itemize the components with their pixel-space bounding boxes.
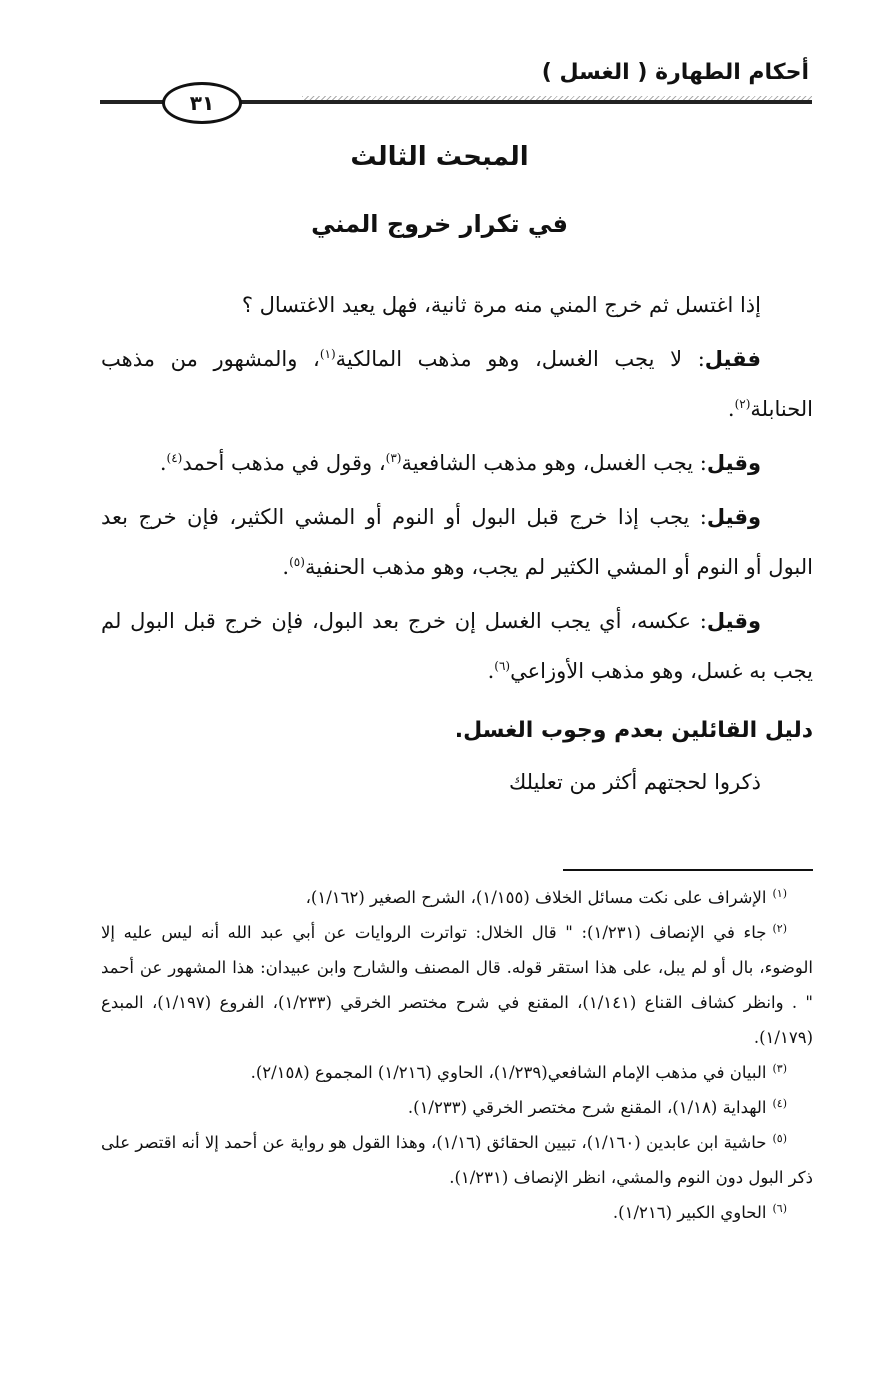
footnote-text: الهداية (١/١٨)، المقنع شرح مختصر الخرقي (١/٢٣٣). [407,1098,767,1117]
footnote-number: (٣) [772,1061,787,1075]
footnote-text: جاء في الإنصاف (١/٢٣١): " قال الخلال: تواترت الروايات عن أبي عبد الله أنه ليس عليه إلا الوضوء، بال أو لم يبل، على هذا استقر قوله. قال المصنف والشارح وابن عبيدان: هذا المشهور عن أحمد " . وانظر كشاف القناع (١/١٤١)، المقنع في شرح مختصر الخرقي (١/٢٣٣)، الفروع (١/١٩٧)، المبدع (١/١٧٩). [101,923,813,1047]
footnote-ref[interactable]: (٣) [385,451,402,465]
opinion-text: : عكسه، أي يجب الغسل إن خرج بعد البول، فإن خرج قبل البول لم يجب به غسل، وهو مذهب الأوزاعي [101,609,813,683]
opinion-term: وقيل [706,451,761,475]
footnote-4 [101,1090,813,1125]
footnote-number: (٤) [772,1096,787,1110]
opinion-term: وقيل [706,505,761,529]
question-paragraph [101,280,813,330]
running-header-title: أحكام الطهارة ( الغسل ) [541,60,809,85]
section-heading: المبحث الثالث [350,142,529,172]
opinion-paragraph-2 [101,438,813,488]
punctuation: . [727,397,735,421]
footnote-number: (١) [772,886,787,900]
footnote-number: (٦) [772,1201,787,1215]
footnote-ref[interactable]: (٤) [166,451,183,465]
footnotes [101,880,813,1230]
punctuation: . [487,659,495,683]
footnote-2 [101,915,813,1055]
footnote-text: الإشراف على نكت مسائل الخلاف (١/١٥٥)، الشرح الصغير (١/١٦٢)، [305,888,767,907]
footnote-text: الحاوي الكبير (١/٢١٦). [612,1203,767,1222]
opinion-text: ، وقول في مذهب أحمد [182,451,386,475]
opinion-paragraph-4 [101,596,813,696]
footnote-3 [101,1055,813,1090]
footnote-ref[interactable]: (٦) [494,659,511,673]
footnote-ref[interactable]: (٢) [734,397,751,411]
footnote-text: البيان في مذهب الإمام الشافعي(١/٢٣٩)، الحاوي (١/٢١٦) المجموع (٢/١٥٨). [250,1063,767,1082]
opinion-text: : يجب إذا خرج قبل البول أو النوم أو المشي الكثير، فإن خرج بعد البول أو النوم أو المشي الكثير لم يجب، وهو مذهب الحنفية [101,505,813,579]
footnote-number: (٢) [772,921,787,935]
footnote-separator [563,869,813,871]
opinion-paragraph-3 [101,492,813,592]
evidence-heading: دليل القائلين بعدم وجوب الغسل. [454,718,813,743]
opinion-paragraph-1 [101,334,813,434]
page-number: ٣١ [162,82,242,124]
footnote-text: حاشية ابن عابدين (١/١٦٠)، تبيين الحقائق (١/١٦)، وهذا القول هو رواية عن أحمد إلا أنه اقتصر على ذكر البول دون النوم والمشي، انظر الإنصاف (١/٢٣١). [101,1133,813,1187]
section-subtitle: في تكرار خروج المني [311,210,568,238]
footnote-ref[interactable]: (١) [319,347,336,361]
footnote-1 [101,880,813,915]
evidence-text: ذكروا لحجتهم أكثر من تعليلك [508,770,761,794]
footnote-number: (٥) [772,1131,787,1145]
punctuation: . [159,451,167,475]
opinion-term: وقيل [706,609,761,633]
footnote-ref[interactable]: (٥) [289,555,305,569]
footnote-6 [101,1195,813,1230]
question-text: إذا اغتسل ثم خرج المني منه مرة ثانية، فهل يعيد الاغتسال ؟ [241,293,761,317]
opinion-text: ، والمشهور من مذهب الحنابلة [101,347,813,421]
opinion-text: : لا يجب الغسل، وهو مذهب المالكية [335,347,705,371]
body-text [101,280,813,700]
punctuation: . [282,555,290,579]
opinion-text: : يجب الغسل، وهو مذهب الشافعية [401,451,707,475]
footnote-5 [101,1125,813,1195]
opinion-term: فقيل [704,347,761,371]
